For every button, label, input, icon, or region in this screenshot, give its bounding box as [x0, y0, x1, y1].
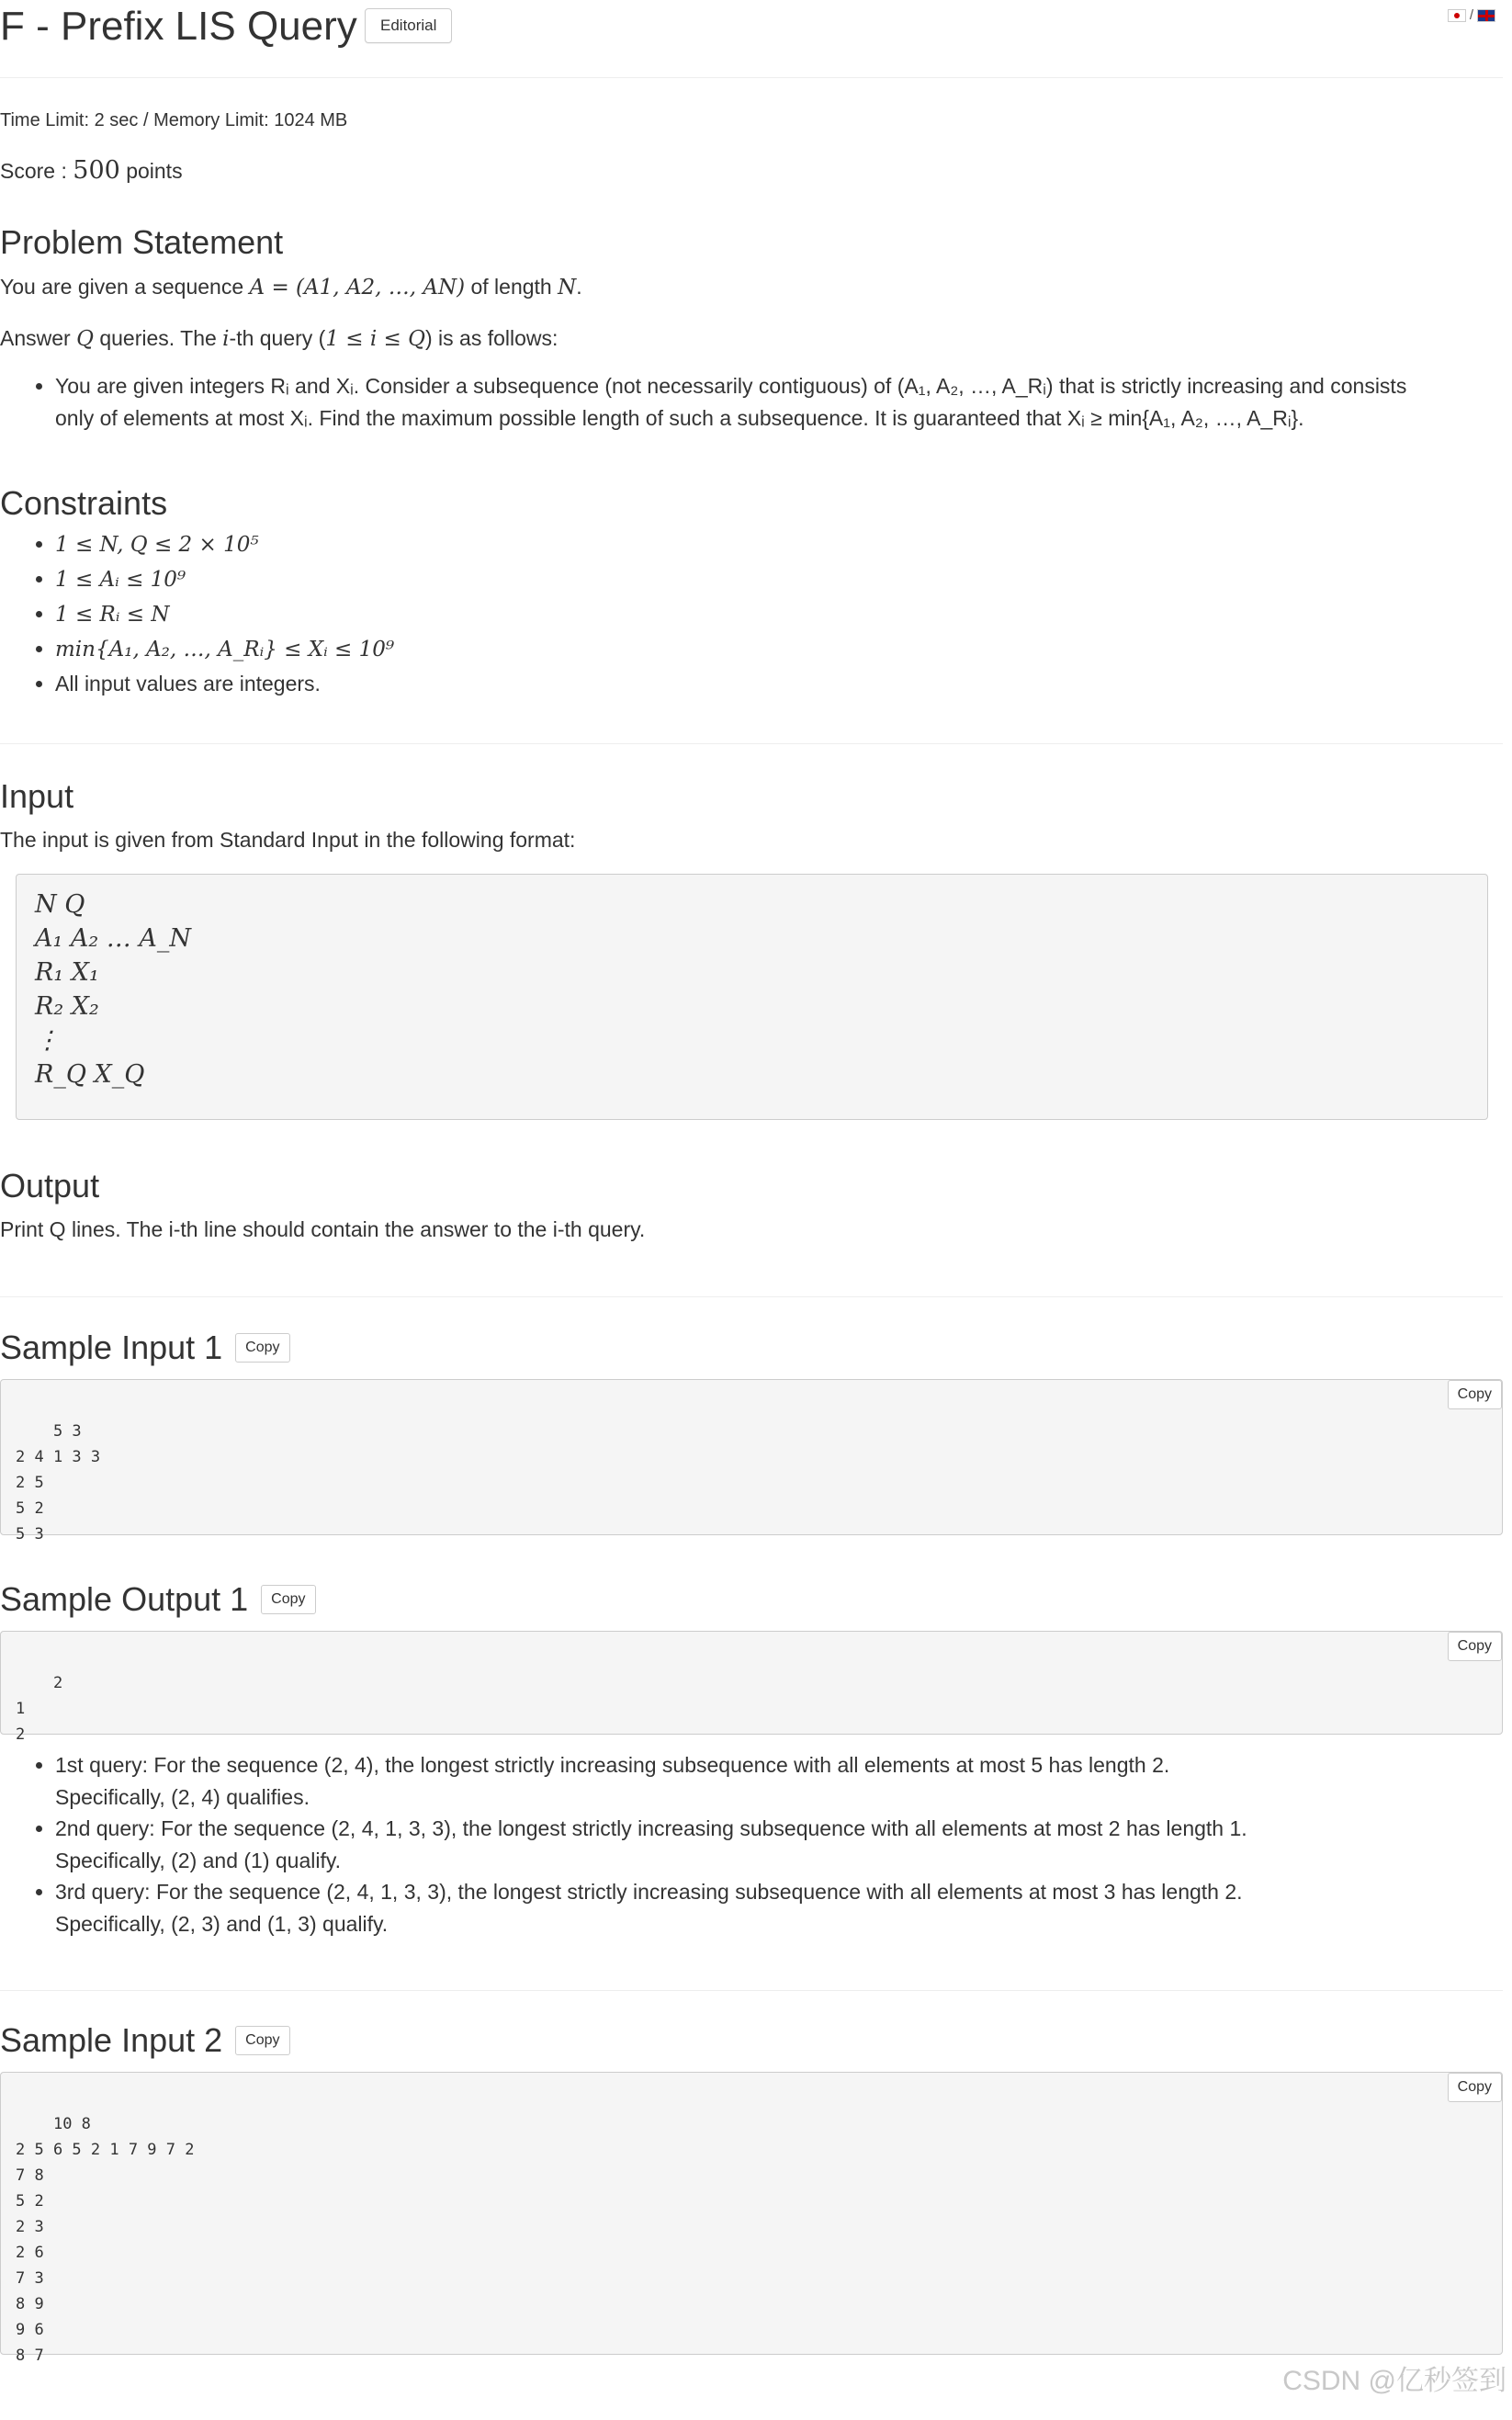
math-sequence-a: A = (A1, A2, …, AN) — [249, 276, 466, 300]
copy-button[interactable]: Copy — [1448, 1380, 1502, 1409]
math-i: i — [222, 327, 230, 351]
output-description: Print Q lines. The i-th line should contain the answer to the i-th query. — [0, 1217, 646, 1241]
format-line: N Q — [35, 890, 85, 919]
problem-statement-heading: Problem Statement — [0, 223, 284, 261]
sample-output-1-notes — [0, 1749, 1247, 1939]
sample-input-2-heading: Sample Input 2 — [0, 2021, 223, 2059]
math-range: 1 ≤ i ≤ Q — [325, 327, 425, 351]
japanese-flag-icon[interactable] — [1448, 9, 1466, 22]
language-separator: / — [1469, 7, 1473, 23]
format-line: ⋮ — [35, 1026, 60, 1055]
sample-input-1-box[interactable] — [0, 1379, 1503, 1544]
problem-bullets — [0, 370, 1406, 435]
list-item — [55, 1813, 1247, 1876]
note-line: Specifically, (2, 3) and (1, 3) qualify. — [55, 1911, 389, 1936]
sample-input-1-header — [0, 1329, 290, 1367]
score-unit: points — [119, 159, 183, 183]
editorial-button[interactable]: Editorial — [365, 8, 452, 43]
list-item — [55, 632, 394, 667]
page-title: F - Prefix LIS Query — [0, 4, 357, 49]
divider — [0, 743, 1503, 744]
english-flag-icon[interactable] — [1477, 9, 1495, 22]
text-fragment: of length — [465, 275, 559, 299]
constraint-text: 1 ≤ N, Q ≤ 2 × 10⁵ — [55, 533, 259, 557]
input-heading: Input — [0, 777, 74, 815]
sample-input-2-content: 10 8 2 5 6 5 2 1 7 9 7 2 7 8 5 2 2 3 2 6 7 3 8 9 9 6 8 7 — [16, 2115, 195, 2365]
constraint-text: 1 ≤ Rᵢ ≤ N — [55, 603, 170, 627]
copy-button[interactable]: Copy — [235, 2026, 289, 2055]
math-q: Q — [76, 327, 94, 351]
score-label: Score : — [0, 159, 73, 183]
input-format-box — [16, 874, 1488, 1120]
note-line: Specifically, (2) and (1) qualify. — [55, 1848, 342, 1872]
sample-input-2-box[interactable] — [0, 2072, 1503, 2365]
sample-output-1-box[interactable] — [0, 1631, 1503, 1744]
constraint-text: All input values are integers. — [55, 672, 321, 695]
watermark: CSDN @亿秒签到 — [1282, 2366, 1506, 2396]
divider — [0, 1296, 1503, 1297]
text-fragment: Answer — [0, 326, 77, 350]
constraint-text: min{A₁, A₂, …, A_Rᵢ} ≤ Xᵢ ≤ 10⁹ — [55, 638, 395, 662]
text-fragment: queries. The — [93, 326, 223, 350]
list-item — [55, 1749, 1247, 1813]
constraints-list — [0, 527, 394, 701]
score-text — [0, 156, 183, 185]
note-line: • 1st query: For the sequence (2, 4), the longest strictly increasing subsequence with all elements at most 5 has length 2. — [55, 1753, 1170, 1777]
sample-output-1-header — [0, 1580, 316, 1619]
format-line: A₁ A₂ … A_N — [35, 924, 192, 953]
score-value: 500 — [73, 156, 120, 185]
format-line: R_Q X_Q — [35, 1060, 145, 1089]
text-fragment: . — [576, 275, 582, 299]
sample-input-1-heading: Sample Input 1 — [0, 1329, 223, 1366]
problem-paragraph-1 — [0, 271, 582, 303]
output-heading: Output — [0, 1167, 100, 1204]
format-line: R₁ X₁ — [35, 958, 99, 987]
language-switcher — [1448, 7, 1495, 23]
list-item — [55, 1876, 1247, 1939]
list-item — [55, 597, 394, 632]
divider — [0, 77, 1503, 78]
note-line: Specifically, (2, 4) qualifies. — [55, 1784, 310, 1809]
bullet-line: only of elements at most Xᵢ. Find the maximum possible length of such a subsequence. It is guaranteed that Xᵢ ≥ min{A₁, A₂, …, A_Rᵢ}. — [55, 406, 1304, 430]
input-description: The input is given from Standard Input in the following format: — [0, 828, 576, 852]
list-item — [55, 527, 394, 562]
format-line: R₂ X₂ — [35, 992, 99, 1021]
bullet-line: • You are given integers Rᵢ and Xᵢ. Consider a subsequence (not necessarily contiguous) of (A₁, A₂, …, A_Rᵢ) that is strictly increasing and consists — [55, 374, 1407, 398]
text-fragment: ) is as follows: — [425, 326, 559, 350]
title-row — [0, 0, 1503, 53]
list-item — [55, 370, 1406, 435]
problem-paragraph-2 — [0, 322, 558, 355]
copy-button[interactable]: Copy — [235, 1333, 289, 1363]
constraints-heading: Constraints — [0, 484, 168, 522]
copy-button[interactable]: Copy — [1448, 1632, 1502, 1661]
text-fragment: -th query ( — [229, 326, 326, 350]
note-line: • 3rd query: For the sequence (2, 4, 1, 3, 3), the longest strictly increasing subsequence with all elements at most 3 has length 2. — [55, 1880, 1243, 1904]
divider — [0, 1990, 1503, 1991]
sample-input-1-content: 5 3 2 4 1 3 3 2 5 5 2 5 3 — [16, 1422, 101, 1544]
limits-text: Time Limit: 2 sec / Memory Limit: 1024 MB — [0, 110, 348, 130]
note-line: • 2nd query: For the sequence (2, 4, 1, 3, 3), the longest strictly increasing subsequence with all elements at most 2 has length 1. — [55, 1816, 1247, 1840]
list-item — [55, 667, 394, 701]
math-n: N — [558, 276, 577, 300]
text-fragment: You are given a sequence — [0, 275, 250, 299]
sample-output-1-content: 2 1 2 — [16, 1674, 63, 1744]
sample-output-1-heading: Sample Output 1 — [0, 1580, 249, 1618]
list-item — [55, 562, 394, 597]
constraint-text: 1 ≤ Aᵢ ≤ 10⁹ — [55, 568, 186, 592]
copy-button[interactable]: Copy — [261, 1585, 315, 1614]
copy-button[interactable]: Copy — [1448, 2073, 1502, 2102]
sample-input-2-header — [0, 2021, 290, 2060]
